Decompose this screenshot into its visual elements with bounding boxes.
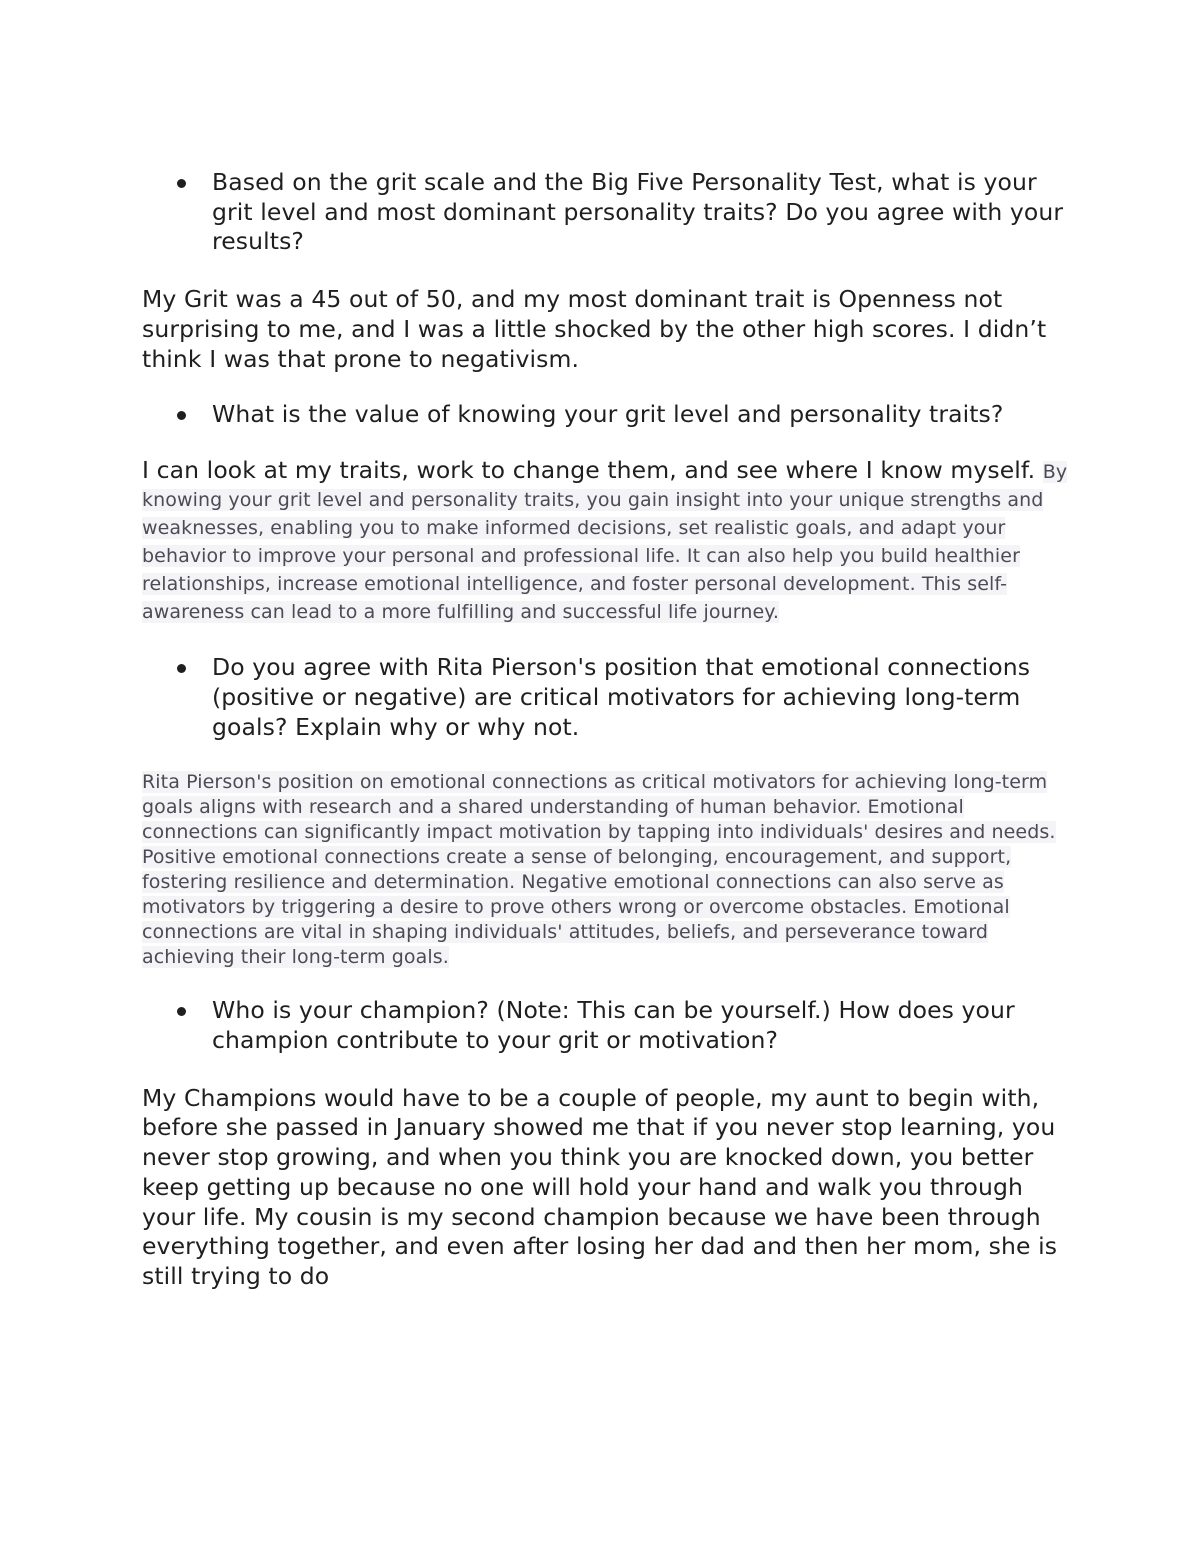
question-4-text: Who is your champion? (Note: This can be yourself.) How does your champion contribute to your grit or motivation? bbox=[212, 996, 1015, 1055]
answer-2-main: I can look at my traits, work to change them, and see where I know myself. bbox=[142, 455, 1036, 484]
answer-3 bbox=[142, 770, 1072, 971]
bullet-icon bbox=[177, 179, 186, 188]
question-4 bbox=[142, 996, 1072, 1055]
answer-3-generated: Rita Pierson's position on emotional connections as critical motivators for achieving long-term goals aligns with research and a shared understanding of human behavior. Emotional connections can significantly impact motivation by tapping into individuals' desires and needs. Positive emotional connections create a sense of belonging, encouragement, and support, fostering resilience and determination. Negative emotional connections can also serve as motivators by triggering a desire to prove others wrong or overcome obstacles. Emotional connections are vital in shaping individuals' attitudes, beliefs, and perseverance toward achieving their long-term goals. bbox=[142, 770, 1056, 969]
question-1-text: Based on the grit scale and the Big Five Personality Test, what is your grit level and most dominant personality traits? Do you agree with your results? bbox=[212, 168, 1064, 256]
answer-1: My Grit was a 45 out of 50, and my most dominant trait is Openness not surprising to me, and I was a little shocked by the other high scores. I didn’t think I was that prone to negativism. bbox=[142, 285, 1047, 373]
question-3 bbox=[142, 653, 1072, 742]
answer-2-generated: By knowing your grit level and personality traits, you gain insight into your unique strengths and weaknesses, enabling you to make informed decisions, set realistic goals, and adapt your behavior to improve your personal and professional life. It can also help you build healthier relationships, increase emotional intelligence, and foster personal development. This self-awareness can lead to a more fulfilling and successful life journey. bbox=[142, 460, 1068, 624]
document-page bbox=[142, 168, 1072, 1292]
question-3-text: Do you agree with Rita Pierson's position that emotional connections (positive or negative) are critical motivators for achieving long-term goals? Explain why or why not. bbox=[212, 653, 1031, 741]
bullet-icon bbox=[177, 664, 186, 673]
question-1 bbox=[142, 168, 1072, 257]
bullet-icon bbox=[177, 1007, 186, 1016]
answer-4: My Champions would have to be a couple of people, my aunt to begin with, before she passed in January showed me that if you never stop learning, you never stop growing, and when you think you are knocked down, you better keep getting up because no one will hold your hand and walk you through your life. My cousin is my second champion because we have been through everything together, and even after losing her dad and then her mom, she is still trying to do bbox=[142, 1083, 1058, 1290]
question-2-text: What is the value of knowing your grit level and personality traits? bbox=[212, 400, 1004, 429]
bullet-icon bbox=[177, 411, 186, 420]
question-2 bbox=[142, 400, 1072, 430]
answer-2 bbox=[142, 457, 1072, 626]
